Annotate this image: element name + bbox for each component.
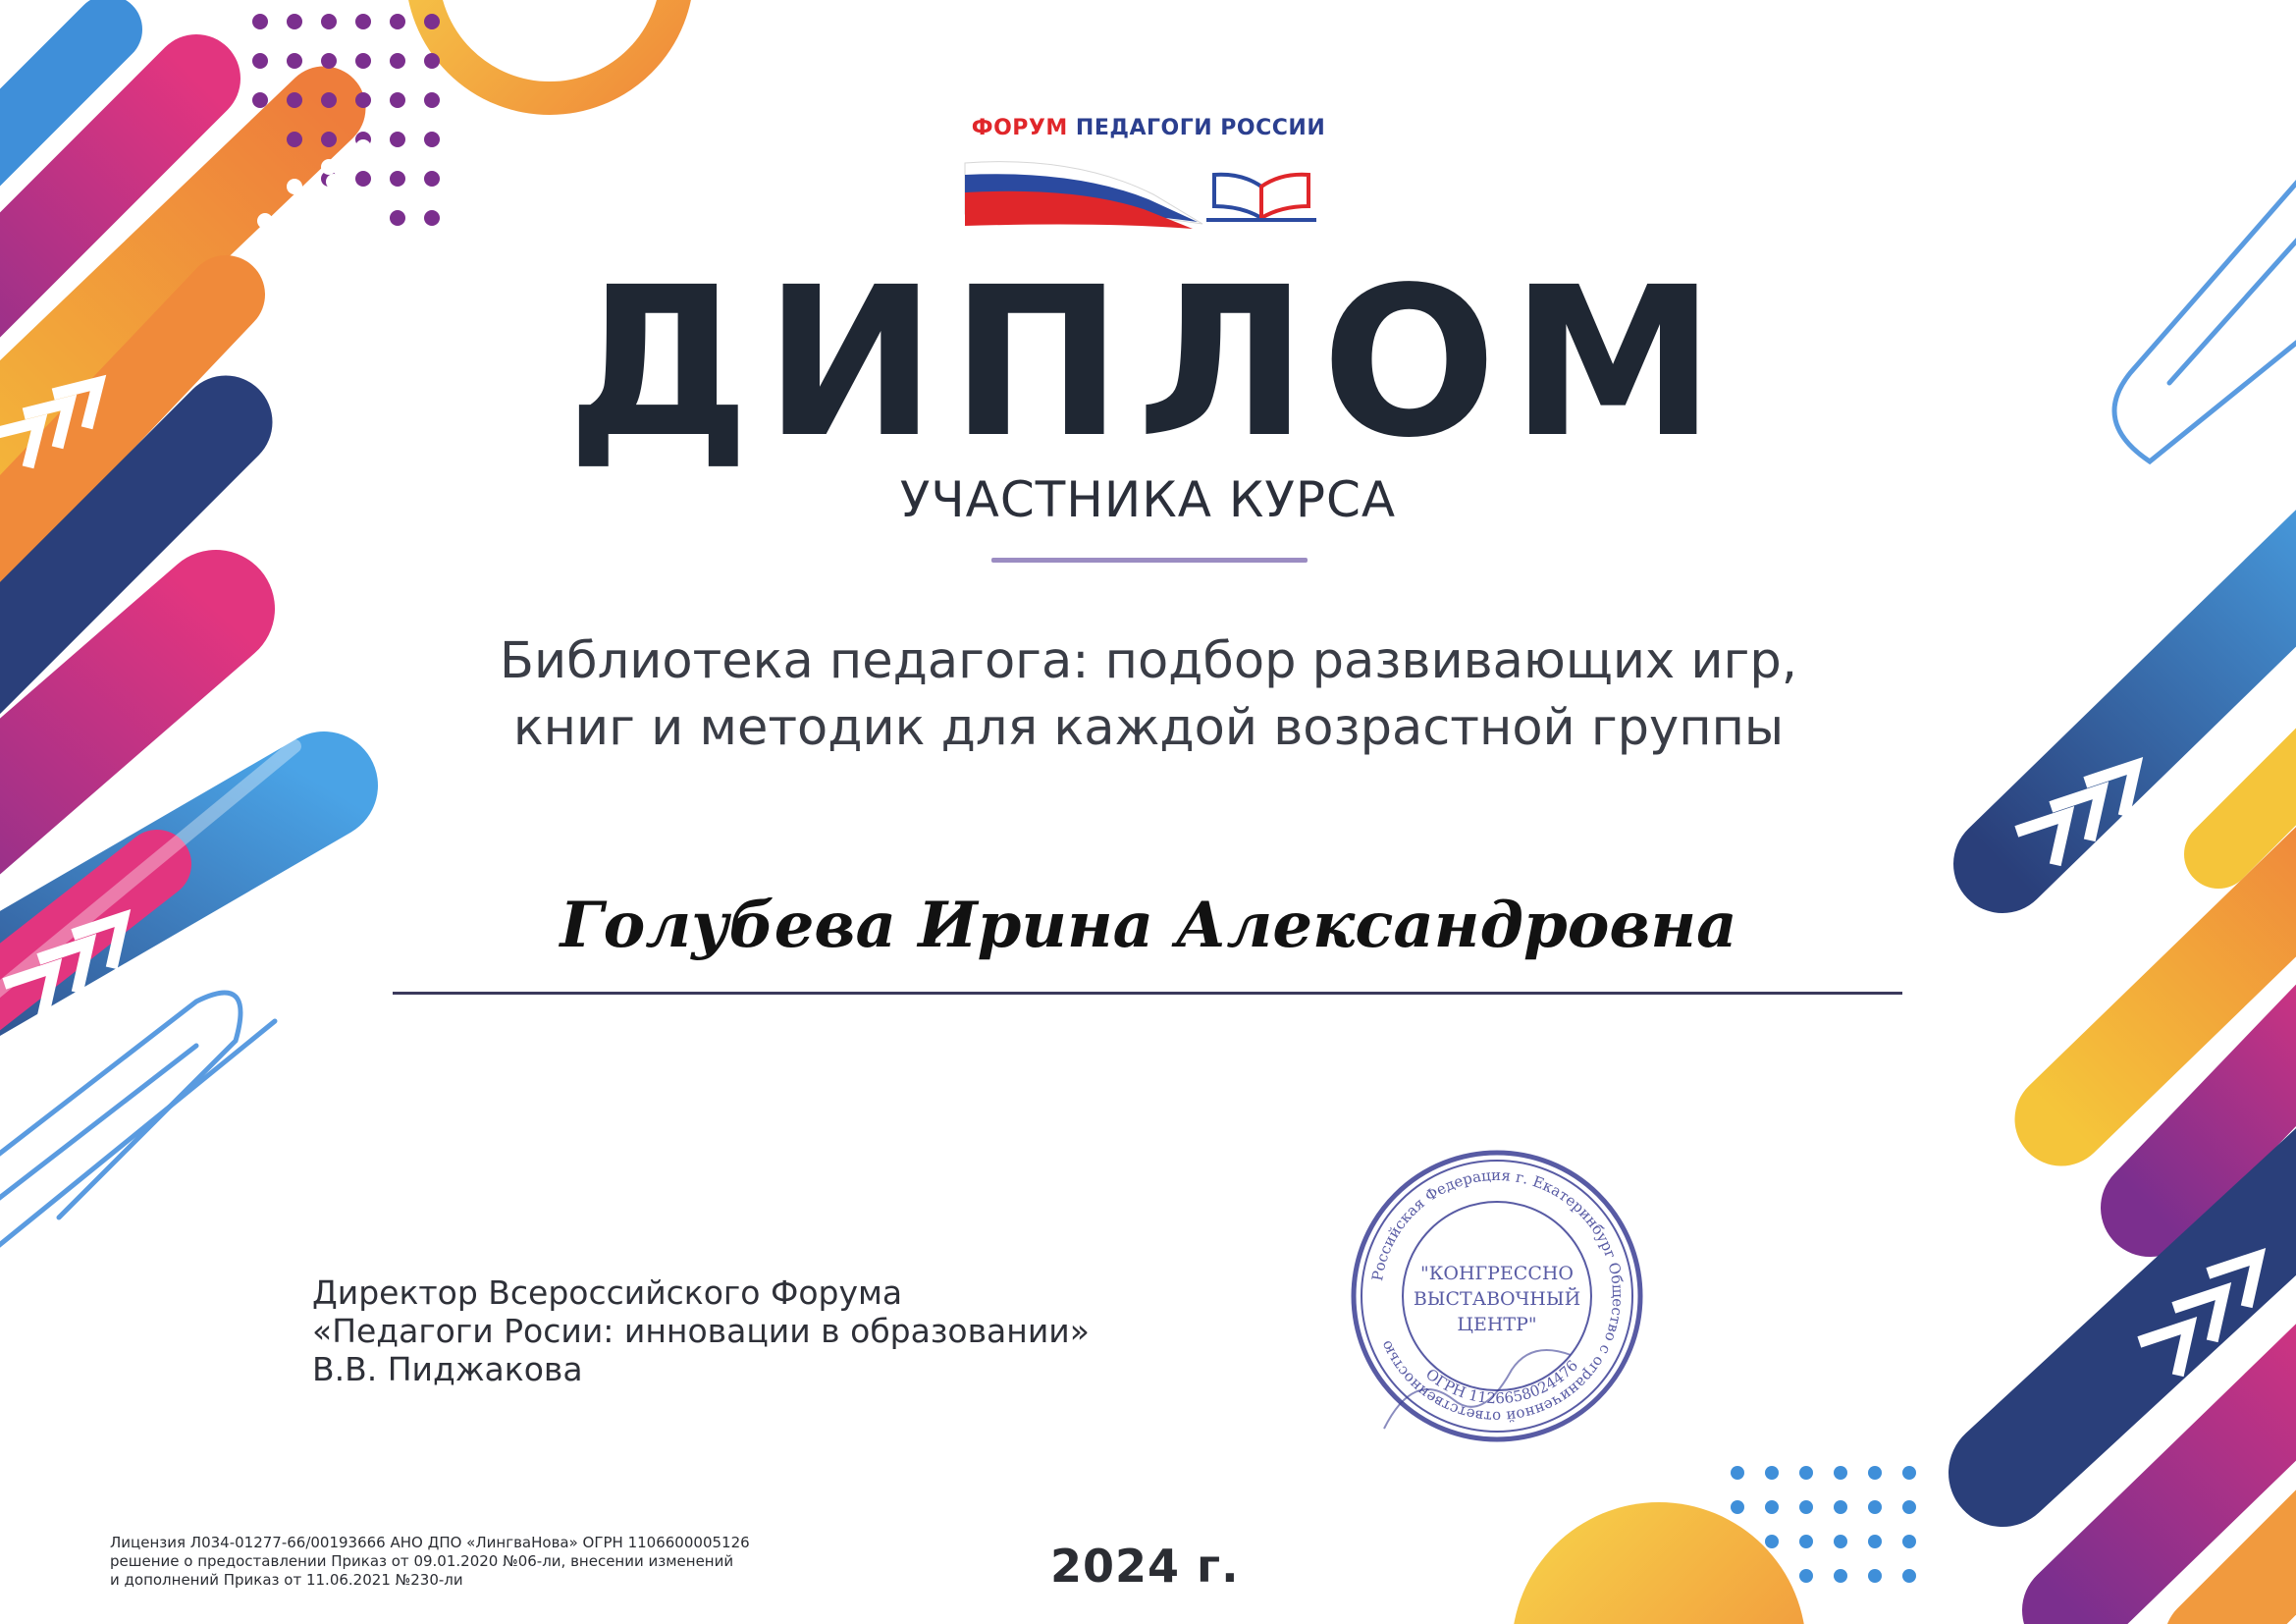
top-arc <box>422 0 677 98</box>
director-signature-block <box>312 1273 1090 1388</box>
bottom-half-circle <box>1512 1502 1806 1624</box>
director-title-line-1: Директор Всероссийского Форума <box>312 1273 903 1312</box>
license-line-2: решение о предоставлении Приказ от 09.01.2020 №06-ли, внесении изменений <box>110 1552 734 1570</box>
director-name: В.В. Пиджакова <box>312 1350 583 1388</box>
logo-text-blue: ПЕДАГОГИ РОССИИ <box>1075 116 1326 140</box>
russian-flag-swoosh-icon <box>957 116 1340 234</box>
forum-logo <box>957 108 1340 226</box>
recipient-underline <box>393 992 1902 995</box>
license-line-3: и дополнений Приказ от 11.06.2021 №230-ли <box>110 1571 463 1589</box>
seal-ring-text: Российская Федерация г. Екатеринбург Общество с ограниченной ответственностью <box>1368 1165 1628 1427</box>
title-divider <box>991 558 1308 563</box>
seal-center-line-1: "КОНГРЕССНО <box>1419 1263 1575 1284</box>
seal-center-line-2: ВЫСТАВОЧНЫЙ <box>1413 1288 1581 1310</box>
course-title-line-2: книг и методик для каждой возрастной группы <box>512 699 1785 757</box>
logo-text-red: ФОРУМ <box>971 116 1068 140</box>
recipient-name: Голубева Ирина Александровна <box>560 889 1737 962</box>
diploma-subtitle: УЧАСТНИКА КУРСА <box>899 471 1397 528</box>
director-title-line-2: «Педагоги Росии: инновации в образовании» <box>312 1312 1090 1350</box>
license-info <box>110 1534 750 1590</box>
license-line-1: Лицензия Л034-01277-66/00193666 АНО ДПО «ЛингваНова» ОГРН 1106600005126 <box>110 1534 750 1551</box>
left-stripes <box>0 29 324 1276</box>
seal-center-line-3: ЦЕНТР" <box>1457 1314 1537 1335</box>
seal-bottom-text: ОГРН 1126658024476 <box>1422 1356 1582 1408</box>
issue-year: 2024 г. <box>1050 1540 1240 1593</box>
course-title-line-1: Библиотека педагога: подбор развивающих игр, <box>500 632 1797 690</box>
official-seal-stamp <box>1345 1144 1649 1448</box>
diploma-title: ДИПЛОМ <box>566 243 1730 483</box>
course-title <box>294 628 2002 762</box>
open-book-icon <box>1206 175 1316 220</box>
